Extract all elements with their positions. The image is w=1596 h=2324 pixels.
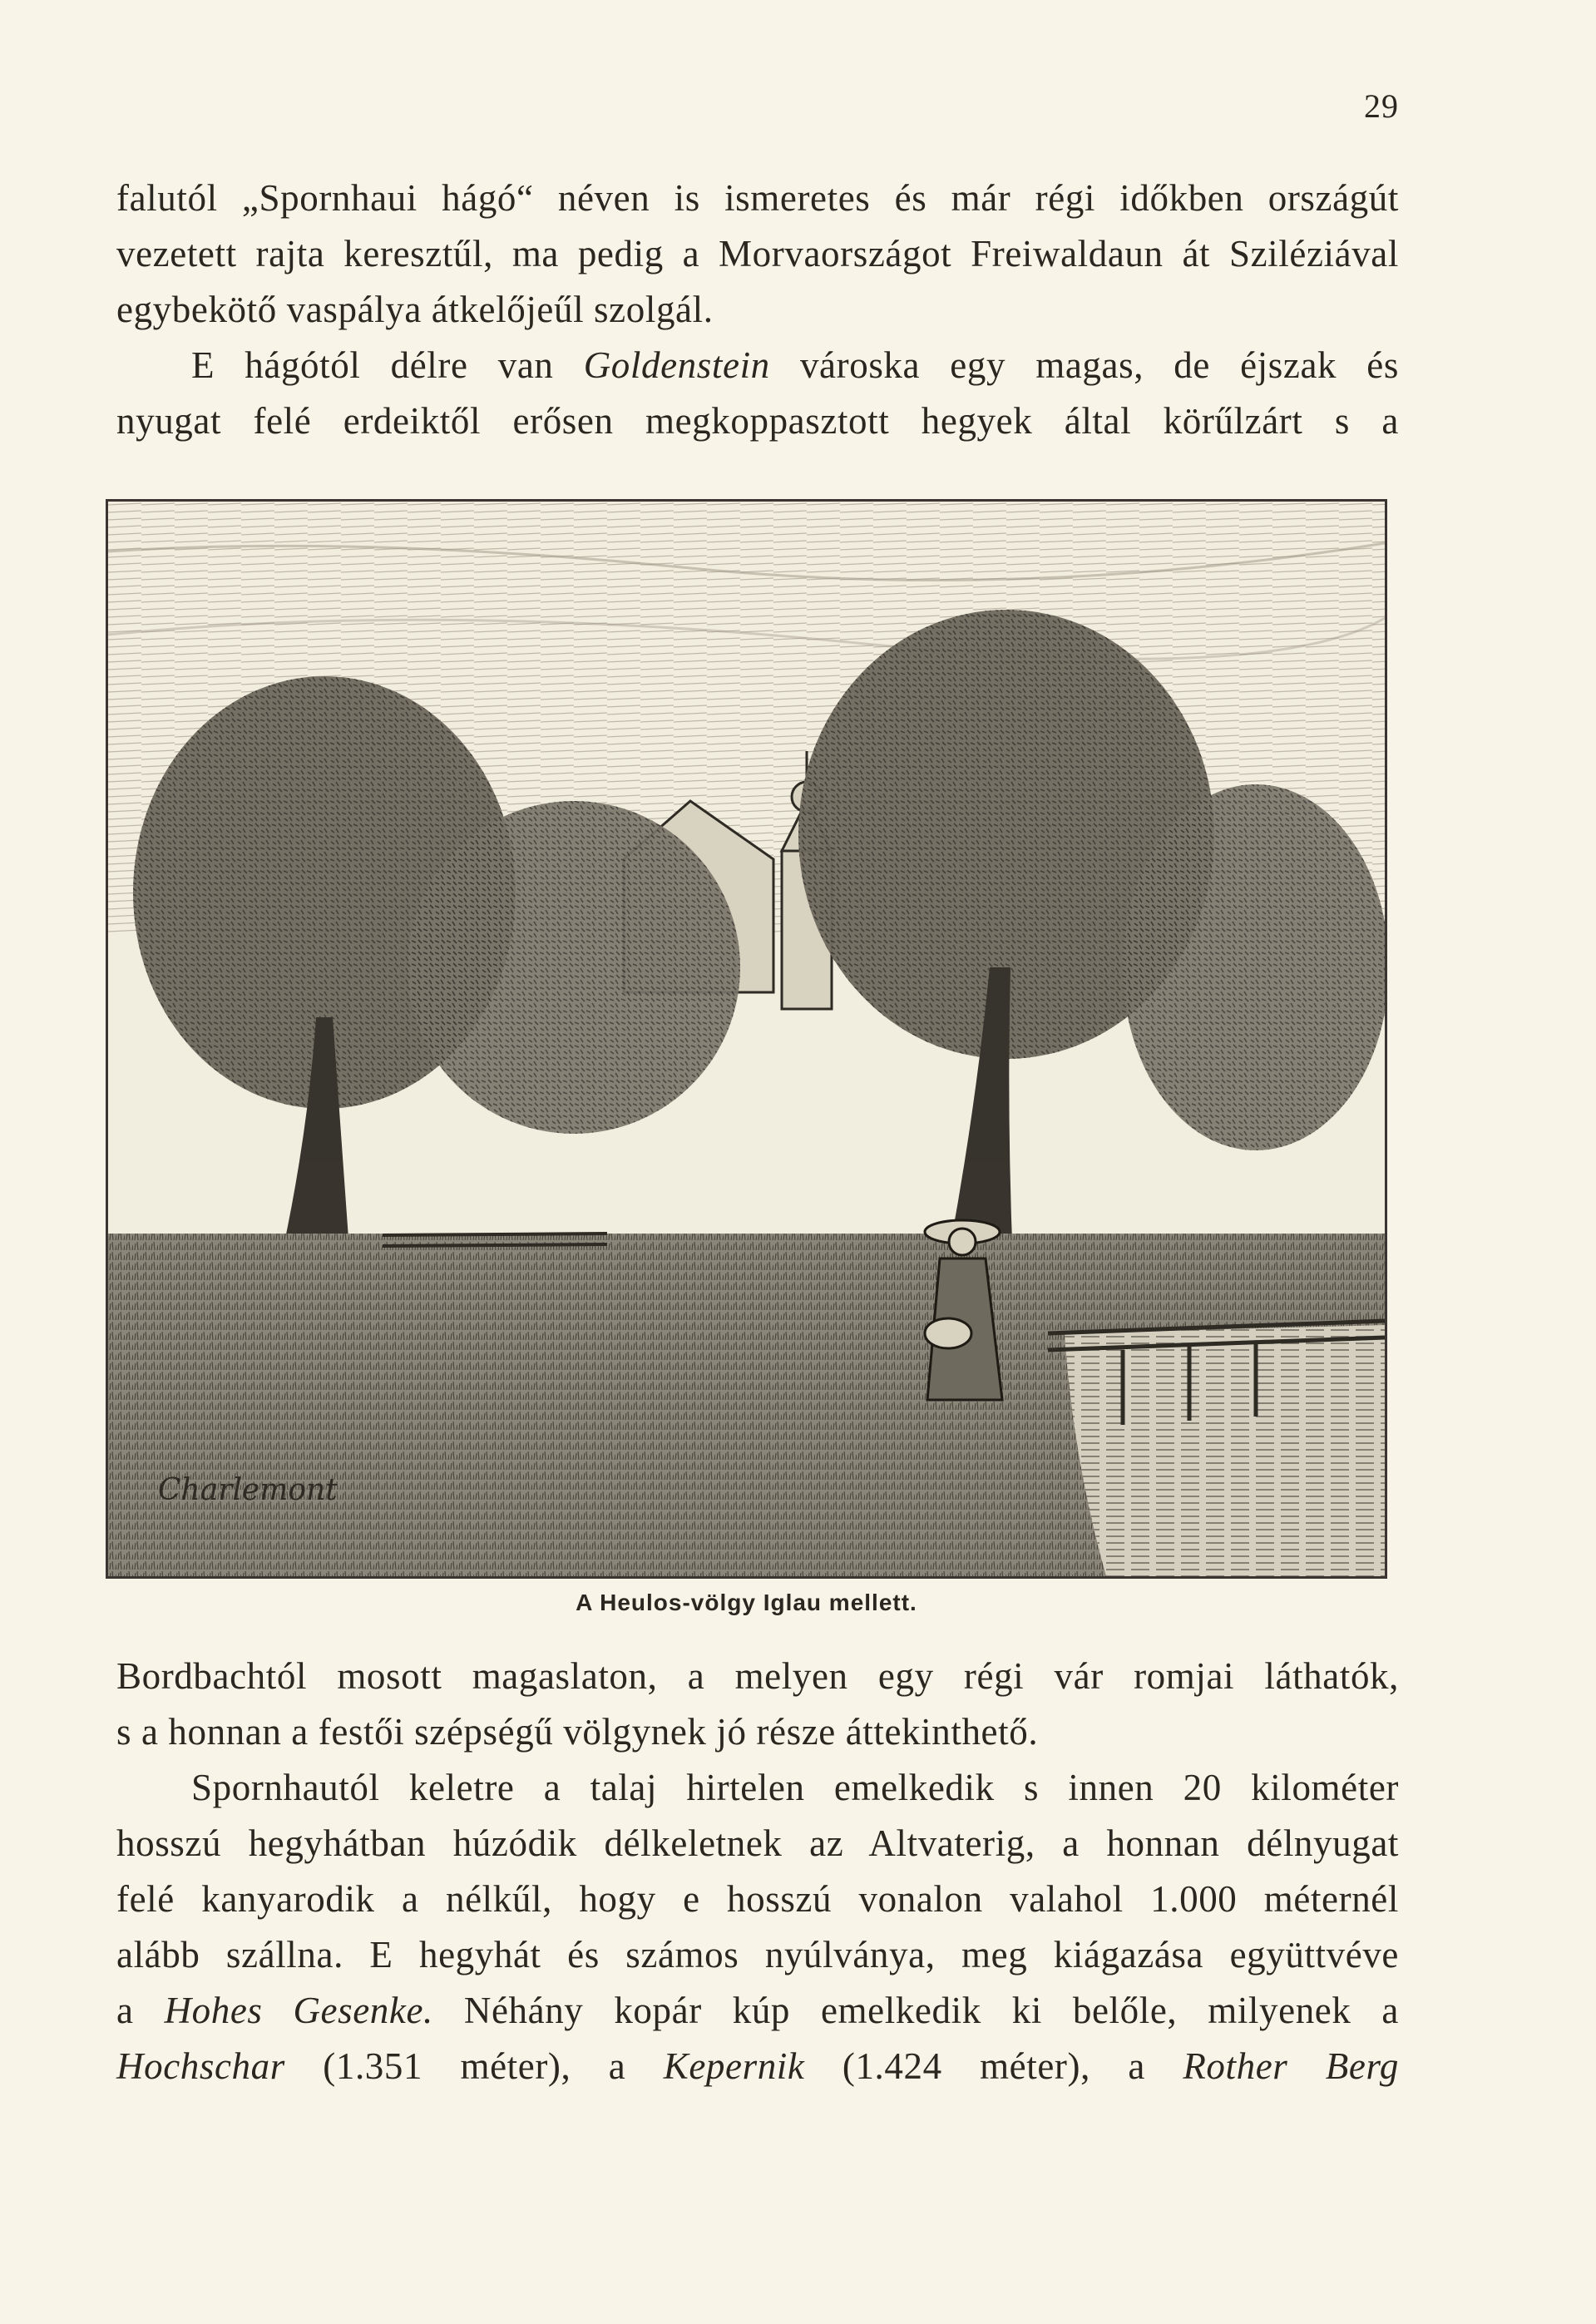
- page-number: 29: [1364, 87, 1399, 125]
- place-name: Hohes Gesenke.: [164, 1990, 433, 2031]
- place-name: Hochschar: [116, 2045, 285, 2087]
- paragraph: [116, 338, 1399, 449]
- text-run: (1.424 méter), a: [804, 2045, 1183, 2087]
- paragraph: [116, 171, 1399, 338]
- text-line: felé kanyarodik a nélkűl, hogy e hosszú vonalon valahol 1.000 méternél: [116, 1878, 1399, 1920]
- illustration: [106, 499, 1387, 1579]
- text-line: Bordbachtól mosott magaslaton, a melyen egy régi vár romjai láthatók,: [116, 1655, 1399, 1697]
- text-line: hosszú hegyhátban húzódik délkeletnek az Altvaterig, a honnan délnyugat: [116, 1822, 1399, 1864]
- place-name: Goldenstein: [583, 344, 770, 386]
- top-text: [116, 171, 1399, 449]
- place-name: Kepernik: [663, 2045, 805, 2087]
- paragraph: [116, 1760, 1399, 2094]
- text-run: városka egy magas, de éjszak és: [769, 344, 1399, 386]
- text-line: Spornhautól keletre a talaj hirtelen emelkedik s innen 20 kilométer: [191, 1767, 1399, 1808]
- text-line: falutól „Spornhaui hágó“ néven is ismeretes és már régi időkben országút: [116, 177, 1399, 219]
- text-line: [116, 2039, 1399, 2094]
- signature: Charlemont: [158, 1473, 338, 1507]
- text-run: E hágótól délre van: [191, 344, 584, 386]
- text-line: s a honnan a festői szépségű völgynek jó része áttekinthető.: [116, 1711, 1039, 1753]
- text-line: alább szállna. E hegyhát és számos nyúlványa, meg kiágazása együttvéve: [116, 1934, 1399, 1975]
- text-line: egybekötő vaspálya átkelőjeűl szolgál.: [116, 289, 714, 330]
- text-line: [116, 338, 1399, 393]
- text-line: vezetett rajta keresztűl, ma pedig a Morvaországot Freiwaldaun át Sziléziával: [116, 233, 1399, 274]
- bottom-text: [116, 1649, 1399, 2094]
- paragraph: [116, 1649, 1399, 1760]
- text-line: [116, 1983, 1399, 2039]
- place-name: Rother Berg: [1183, 2045, 1399, 2087]
- figure-caption: A Heulos-völgy Iglau mellett.: [576, 1590, 917, 1615]
- text-run: a: [116, 1990, 165, 2031]
- text-line: nyugat felé erdeiktől erősen megkoppasztott hegyek által körűlzárt s a: [116, 400, 1399, 442]
- text-run: Néhány kopár kúp emelkedik ki belőle, milyenek a: [432, 1990, 1399, 2031]
- text-run: (1.351 méter), a: [284, 2045, 664, 2087]
